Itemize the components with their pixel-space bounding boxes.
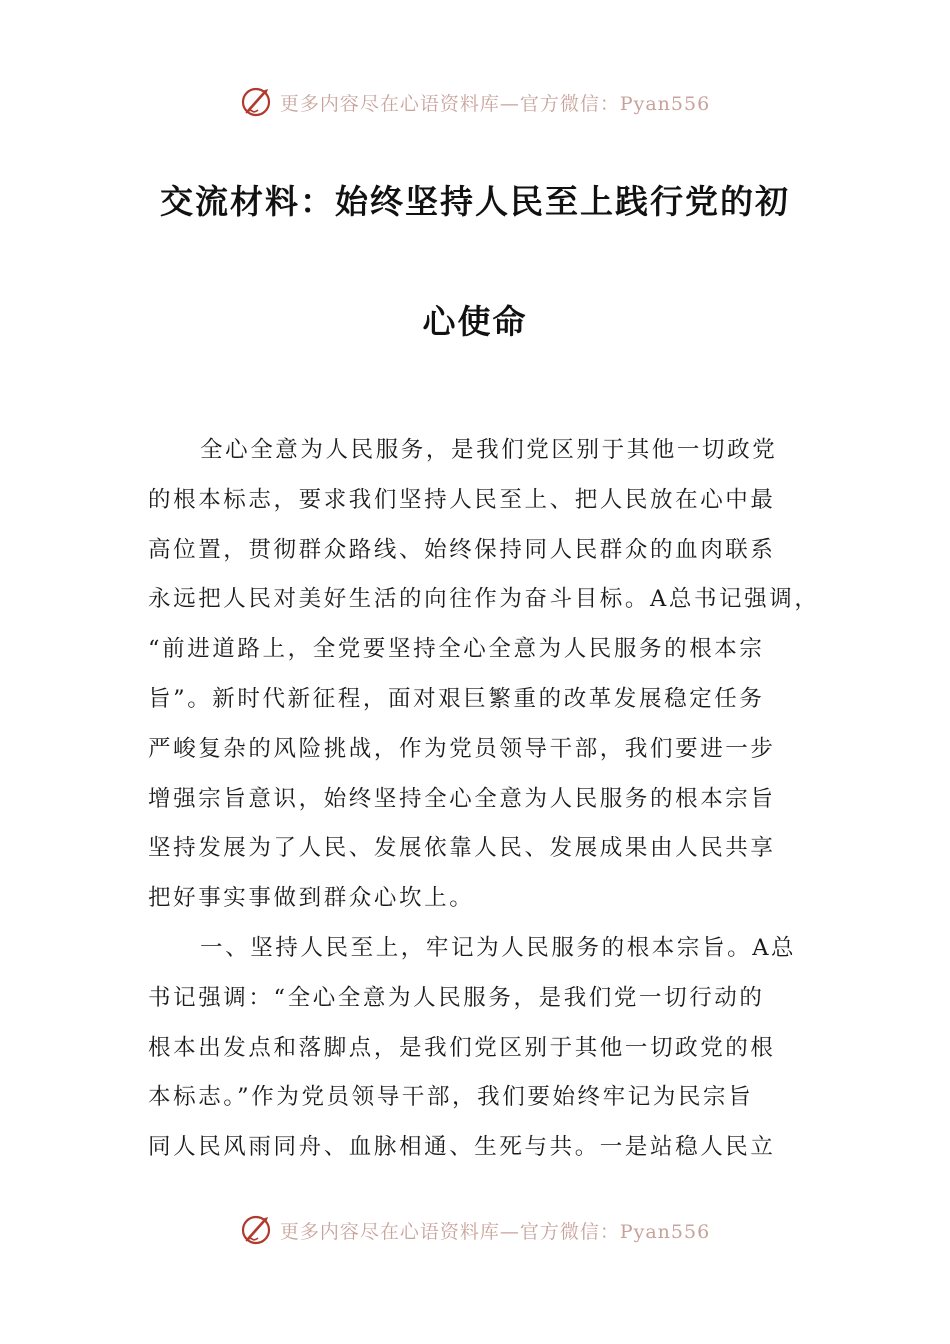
watermark-banner-bottom <box>0 1210 950 1250</box>
body-line: 本标志。”作为党员领导干部，我们要始终牢记为民宗旨 <box>148 1084 754 1111</box>
pen-logo-icon <box>240 85 274 119</box>
body-line: 书记强调：“全心全意为人民服务，是我们党一切行动的 <box>148 984 765 1011</box>
body-line: 坚持发展为了人民、发展依靠人民、发展成果由人民共享 <box>148 835 776 862</box>
document-body <box>148 430 828 1177</box>
document-title-line-2: 心使命 <box>422 302 528 341</box>
body-line: 高位置，贯彻群众路线、始终保持同人民群众的血肉联系 <box>148 536 776 563</box>
body-line: 增强宗旨意识，始终坚持全心全意为人民服务的根本宗旨 <box>148 785 776 812</box>
body-line: 全心全意为人民服务，是我们党区别于其他一切政党 <box>200 437 778 463</box>
body-line: 旨”。新时代新征程，面对艰巨繁重的改革发展稳定任务 <box>148 685 765 712</box>
pen-logo-icon <box>240 1213 274 1247</box>
body-line: “前进道路上，全党要坚持全心全意为人民服务的根本宗 <box>148 636 765 663</box>
body-line: 的根本标志，要求我们坚持人民至上、把人民放在心中最 <box>148 486 776 513</box>
watermark-text: 更多内容尽在心语资料库—官方微信：Pyan556 <box>279 1220 711 1243</box>
body-line: 严峻复杂的风险挑战，作为党员领导干部，我们要进一步 <box>148 735 776 762</box>
body-line: 根本出发点和落脚点，是我们党区别于其他一切政党的根 <box>148 1034 776 1061</box>
watermark-banner-top <box>0 82 950 122</box>
document-title-line-1: 交流材料：始终坚持人民至上践行党的初 <box>160 182 790 221</box>
body-line: 永远把人民对美好生活的向往作为奋斗目标。A总书记强调， <box>148 586 820 613</box>
body-line: 一、坚持人民至上，牢记为人民服务的根本宗旨。A总 <box>200 934 797 961</box>
body-line: 同人民风雨同舟、血脉相通、生死与共。一是站稳人民立 <box>148 1134 776 1161</box>
watermark-text: 更多内容尽在心语资料库—官方微信：Pyan556 <box>279 92 711 115</box>
body-line: 把好事实事做到群众心坎上。 <box>148 885 475 912</box>
